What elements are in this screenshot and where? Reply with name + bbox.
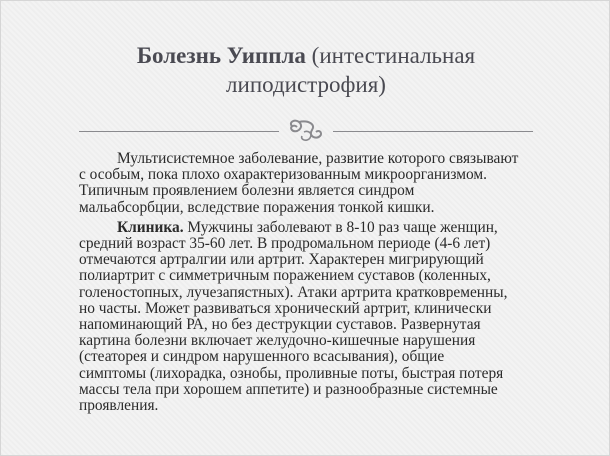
title-divider [79, 124, 533, 144]
title-bold: Болезнь Уиппла [136, 43, 306, 68]
p1-line-0: Мультисистемное заболевание, развитие которого связывают [117, 150, 519, 167]
p2-line-0: средний возраст 35-60 лет. В продромальном периоде (4-6 лет) [79, 235, 491, 253]
paragraph-description [79, 151, 569, 216]
p2-line-10: проявления. [79, 397, 159, 415]
slide-body [79, 151, 569, 418]
title-line2: липодистрофия) [226, 72, 386, 97]
slide-title [41, 41, 571, 99]
p1-line-1: с особым, пока плохо охарактеризованным микроорганизмом. [79, 166, 487, 184]
p2-line-7: (стеаторея и синдром нарушенного всасывания), общие [79, 348, 445, 366]
p2-first: Мужчины заболевают в 8-10 раз чаще женщин, [183, 218, 498, 236]
divider-line-right [333, 131, 533, 132]
p1-line-2: Типичным проявлением болезни является синдром [79, 182, 415, 200]
paragraph-clinic [79, 220, 569, 414]
p2-line-2: полиартрит с симметричным поражением суставов (коленных, [79, 267, 491, 285]
title-rest: (интестинальная [305, 43, 476, 68]
p2-line-5: напоминающий РА, но без деструкции суставов. Развернутая [79, 316, 481, 334]
p2-line-8: симптомы (лихорадка, ознобы, проливные поты, быстрая потеря [79, 364, 504, 382]
p1-line-3: мальабсорбции, вследствие поражения тонкой кишки. [79, 198, 435, 216]
clinic-label: Клиника. [117, 218, 184, 236]
p2-line-9: массы тела при хорошем аппетите) и разнообразные системные [79, 380, 498, 398]
scroll-ornament-icon [286, 118, 326, 144]
p2-line-3: голеностопных, лучезапястных). Атаки артрита кратковременны, [79, 283, 508, 301]
p2-line-1: отмечаются артралгии или артрит. Характерен мигрирующий [79, 251, 484, 269]
p2-line-6: картина болезни включает желудочно-кишечные нарушения [79, 332, 476, 350]
p2-line-4: но часты. Может развиваться хронический артрит, клинически [79, 299, 492, 317]
divider-line-left [79, 131, 279, 132]
